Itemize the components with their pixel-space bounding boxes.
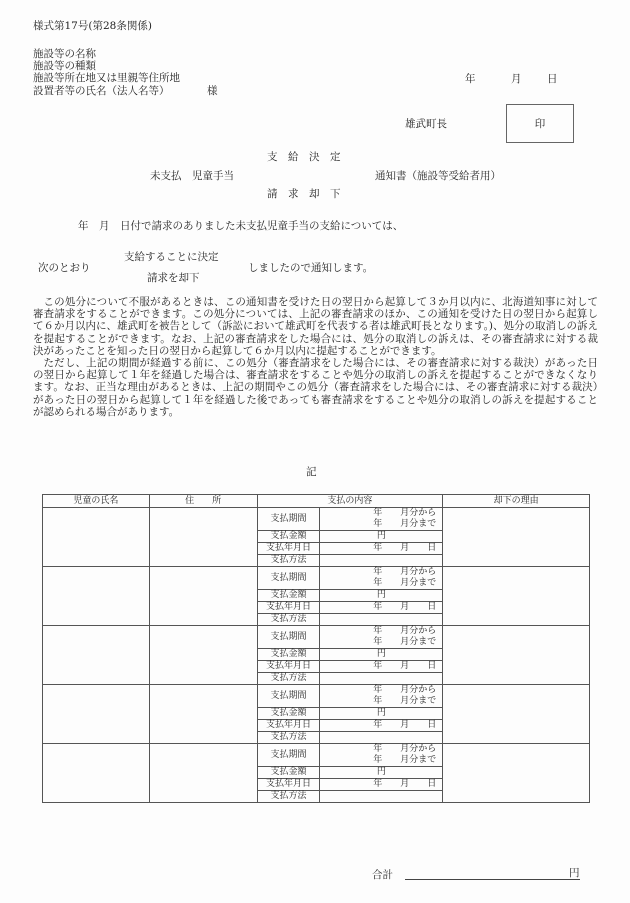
- title-left: 未支払 児童手当: [150, 170, 234, 182]
- title-option-decision: 支 給 決 定: [267, 151, 341, 163]
- period-from[interactable]: 年 月分から: [320, 685, 443, 697]
- total-input-line[interactable]: [405, 878, 580, 880]
- header-address: 住 所: [149, 495, 257, 508]
- method-label: 支払方法: [257, 555, 320, 567]
- amount-value[interactable]: 円: [320, 708, 443, 720]
- child-name-cell[interactable]: [43, 626, 150, 685]
- payment-table: [42, 494, 590, 803]
- rejection-reason-cell[interactable]: [443, 508, 590, 567]
- header-rejection-reason: 却下の理由: [443, 495, 590, 508]
- title-right: 通知書（施設等受給者用）: [375, 170, 501, 182]
- appeal-paragraph-1: この処分について不服があるときは、この通知書を受けた日の翌日から起算して３か月以内に、北海道知事に対して審査請求をすることができます。この処分については、上記の審査請求のほか、この通知を受けた日の翌日から起算して６か月以内に、雄武町を被告として（訴訟において雄武町を代表する者は雄武町長となります。)、処分の取消しの訴えを提起することができます。なお、上記の審査請求をした場合には、処分の取消しの訴えは、その審査請求に対する裁決があったことを知った日の翌日から起算して６か月以内に提起することができます。: [33, 296, 599, 357]
- period-label: 支払期間: [257, 685, 320, 708]
- address-cell[interactable]: [149, 685, 257, 744]
- record-row: [43, 685, 590, 697]
- period-label: 支払期間: [257, 626, 320, 649]
- facility-type-label: 施設等の種類: [33, 60, 96, 72]
- date-year: 年: [465, 73, 476, 85]
- intro-line: 年 月 日付で請求のありました未支払児童手当の支給については、: [78, 220, 404, 232]
- period-label: 支払期間: [257, 508, 320, 531]
- appeal-notice: [33, 296, 598, 418]
- method-value[interactable]: [320, 555, 443, 567]
- intro-option-reject: 請求を却下: [147, 272, 200, 284]
- amount-label: 支払金額: [257, 531, 320, 543]
- record-heading: 記: [306, 466, 317, 478]
- pay-date-value[interactable]: 年 月 日: [320, 543, 443, 555]
- address-cell[interactable]: [149, 567, 257, 626]
- pay-date-label: 支払年月日: [257, 720, 320, 732]
- period-from[interactable]: 年 月分から: [320, 567, 443, 579]
- period-label: 支払期間: [257, 744, 320, 767]
- header-child-name: 児童の氏名: [43, 495, 150, 508]
- honorific: 様: [207, 85, 218, 97]
- rejection-reason-cell[interactable]: [443, 626, 590, 685]
- header-payment-details: 支払の内容: [257, 495, 443, 508]
- pay-date-label: 支払年月日: [257, 543, 320, 555]
- pay-date-label: 支払年月日: [257, 661, 320, 673]
- total-label: 合計: [372, 869, 393, 881]
- period-to[interactable]: 年 月分まで: [320, 755, 443, 767]
- method-label: 支払方法: [257, 791, 320, 803]
- period-from[interactable]: 年 月分から: [320, 744, 443, 756]
- total-yen: 円: [569, 867, 580, 879]
- amount-label: 支払金額: [257, 649, 320, 661]
- facility-name-label: 施設等の名称: [33, 48, 96, 60]
- address-cell[interactable]: [149, 744, 257, 803]
- rejection-reason-cell[interactable]: [443, 685, 590, 744]
- method-value[interactable]: [320, 614, 443, 626]
- child-name-cell[interactable]: [43, 744, 150, 803]
- appeal-paragraph-2: ただし、上記の期間が経過する前に、この処分（審査請求をした場合には、その審査請求に対する裁決）があった日の翌日から起算して１年を経過した場合は、審査請求をすることや処分の取消しの訴えを提起することができなくなります。なお、正当な理由があるときは、上記の期間やこの処分（審査請求をした場合には、その審査請求に対する裁決）があった日の翌日から起算して１年を経過した後であっても審査請求をすることや処分の取消しの訴えを提起することが認められる場合があります。: [33, 357, 598, 418]
- pay-date-value[interactable]: 年 月 日: [320, 661, 443, 673]
- record-row: [43, 508, 590, 520]
- intro-option-pay: 支給することに決定: [124, 251, 219, 263]
- amount-value[interactable]: 円: [320, 649, 443, 661]
- amount-label: 支払金額: [257, 590, 320, 602]
- rejection-reason-cell[interactable]: [443, 567, 590, 626]
- pay-date-label: 支払年月日: [257, 602, 320, 614]
- child-name-cell[interactable]: [43, 508, 150, 567]
- period-from[interactable]: 年 月分から: [320, 508, 443, 520]
- rejection-reason-cell[interactable]: [443, 744, 590, 803]
- amount-value[interactable]: 円: [320, 767, 443, 779]
- date-day: 日: [547, 73, 558, 85]
- facility-address-label: 施設等所在地又は里親等住所地: [33, 72, 180, 84]
- child-name-cell[interactable]: [43, 567, 150, 626]
- address-cell[interactable]: [149, 508, 257, 567]
- record-row: [43, 626, 590, 638]
- address-cell[interactable]: [149, 626, 257, 685]
- amount-value[interactable]: 円: [320, 590, 443, 602]
- period-to[interactable]: 年 月分まで: [320, 696, 443, 708]
- record-row: [43, 567, 590, 579]
- amount-value[interactable]: 円: [320, 531, 443, 543]
- method-label: 支払方法: [257, 673, 320, 685]
- period-to[interactable]: 年 月分まで: [320, 637, 443, 649]
- date-month: 月: [511, 73, 522, 85]
- title-option-rejection: 請 求 却 下: [267, 188, 341, 200]
- record-row: [43, 744, 590, 756]
- pay-date-value[interactable]: 年 月 日: [320, 602, 443, 614]
- seal-label: 印: [534, 118, 546, 130]
- amount-label: 支払金額: [257, 767, 320, 779]
- method-value[interactable]: [320, 673, 443, 685]
- method-label: 支払方法: [257, 614, 320, 626]
- period-from[interactable]: 年 月分から: [320, 626, 443, 638]
- amount-label: 支払金額: [257, 708, 320, 720]
- issuer-name: 雄武町長: [405, 118, 447, 130]
- method-value[interactable]: [320, 791, 443, 803]
- method-value[interactable]: [320, 732, 443, 744]
- pay-date-value[interactable]: 年 月 日: [320, 779, 443, 791]
- period-to[interactable]: 年 月分まで: [320, 578, 443, 590]
- seal-box: [506, 104, 574, 143]
- intro-prefix: 次のとおり: [38, 262, 91, 274]
- period-to[interactable]: 年 月分まで: [320, 519, 443, 531]
- method-label: 支払方法: [257, 732, 320, 744]
- intro-suffix: しましたので通知します。: [248, 262, 374, 274]
- pay-date-value[interactable]: 年 月 日: [320, 720, 443, 732]
- period-label: 支払期間: [257, 567, 320, 590]
- operator-name-label: 設置者等の氏名（法人名等）: [33, 85, 170, 97]
- form-number: 様式第17号(第28条関係): [33, 20, 152, 32]
- pay-date-label: 支払年月日: [257, 779, 320, 791]
- child-name-cell[interactable]: [43, 685, 150, 744]
